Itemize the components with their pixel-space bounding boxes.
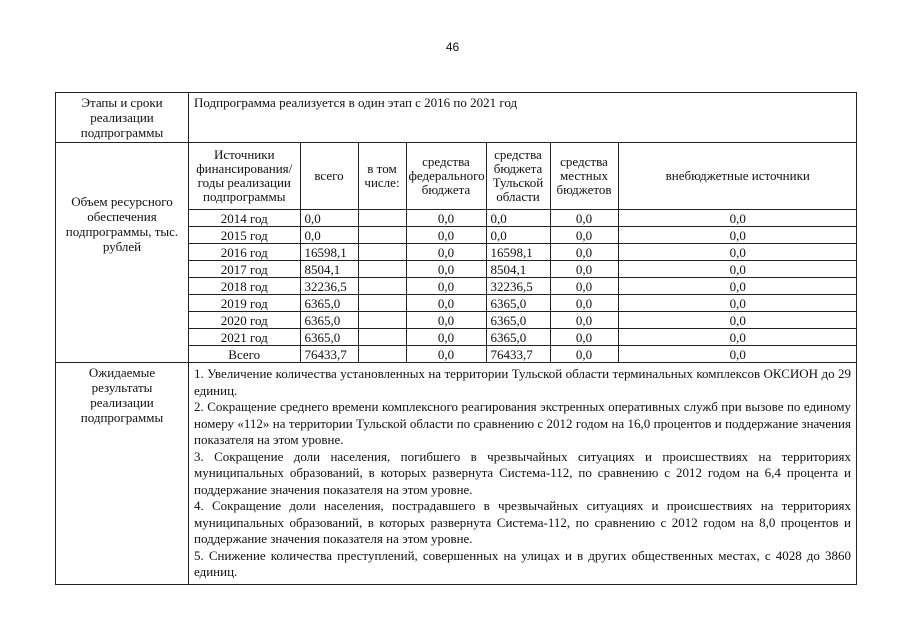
cell-total: 0,0 bbox=[300, 227, 358, 244]
cell-regional: 0,0 bbox=[486, 227, 550, 244]
cell-total: 0,0 bbox=[300, 210, 358, 227]
header-extrabudgetary: внебюджетные источники bbox=[618, 143, 857, 210]
cell-extra: 0,0 bbox=[618, 227, 857, 244]
cell-empty bbox=[358, 244, 406, 261]
stages-row bbox=[56, 93, 857, 143]
result-item-2: 2. Сокращение среднего времени комплексного реагирования экстренных оперативных служб при вызове по единому номеру «112» на территории Тульской области по сравнению с 2012 годом на 16,0 процентов и поддержание значения показателя на этом уровне. bbox=[194, 399, 851, 447]
cell-empty bbox=[358, 210, 406, 227]
result-item-4: 4. Сокращение доли населения, пострадавшего в чрезвычайных ситуациях и происшествиях на территориях муниципальных образований, в которых развернута Система-112, по сравнению с 2012 годом на 8,0 процентов и поддержание значения показателя на этом уровне. bbox=[194, 498, 851, 546]
funding-data-row bbox=[189, 295, 857, 312]
cell-federal: 0,0 bbox=[406, 295, 486, 312]
stages-label: Этапы и сроки реализации подпрограммы bbox=[56, 93, 189, 143]
cell-regional: 0,0 bbox=[486, 210, 550, 227]
cell-total: 6365,0 bbox=[300, 312, 358, 329]
funding-label bbox=[56, 143, 189, 363]
funding-data-row bbox=[189, 278, 857, 295]
header-including: в том числе: bbox=[358, 143, 406, 210]
cell-year: 2017 год bbox=[189, 261, 300, 278]
results-row bbox=[56, 363, 857, 585]
cell-federal: 0,0 bbox=[406, 329, 486, 346]
cell-empty bbox=[358, 346, 406, 363]
page-number: 46 bbox=[445, 40, 460, 54]
cell-regional: 8504,1 bbox=[486, 261, 550, 278]
funding-data-row bbox=[189, 227, 857, 244]
cell-local: 0,0 bbox=[550, 261, 618, 278]
cell-total: 76433,7 bbox=[300, 346, 358, 363]
cell-year: 2021 год bbox=[189, 329, 300, 346]
cell-federal: 0,0 bbox=[406, 244, 486, 261]
cell-year: 2015 год bbox=[189, 227, 300, 244]
cell-local: 0,0 bbox=[550, 227, 618, 244]
result-item-3: 3. Сокращение доли населения, погибшего в чрезвычайных ситуациях и происшествиях на территориях муниципальных образований, в которых развернута Система-112, по сравнению с 2012 годом на 6,4 процента и поддержание значения показателя на этом уровне. bbox=[194, 448, 851, 497]
cell-empty bbox=[358, 227, 406, 244]
cell-federal: 0,0 bbox=[406, 312, 486, 329]
cell-extra: 0,0 bbox=[618, 244, 857, 261]
results-label: Ожидаемые результаты реализации подпрограммы bbox=[56, 363, 189, 585]
header-total: всего bbox=[300, 143, 358, 210]
cell-regional: 6365,0 bbox=[486, 329, 550, 346]
cell-local: 0,0 bbox=[550, 295, 618, 312]
funding-cell bbox=[189, 143, 857, 363]
cell-empty bbox=[358, 295, 406, 312]
cell-local: 0,0 bbox=[550, 329, 618, 346]
cell-extra: 0,0 bbox=[618, 278, 857, 295]
cell-extra: 0,0 bbox=[618, 346, 857, 363]
funding-data-row bbox=[189, 312, 857, 329]
cell-federal: 0,0 bbox=[406, 278, 486, 295]
stages-value: Подпрограмма реализуется в один этап с 2016 по 2021 год bbox=[189, 93, 857, 143]
funding-header-row bbox=[189, 143, 857, 210]
funding-data-row bbox=[189, 244, 857, 261]
cell-federal: 0,0 bbox=[406, 227, 486, 244]
funding-data-row bbox=[189, 261, 857, 278]
cell-extra: 0,0 bbox=[618, 261, 857, 278]
cell-year: 2019 год bbox=[189, 295, 300, 312]
cell-regional: 6365,0 bbox=[486, 295, 550, 312]
cell-year: 2014 год bbox=[189, 210, 300, 227]
cell-local: 0,0 bbox=[550, 244, 618, 261]
result-item-1: 1. Увеличение количества установленных на территории Тульской области терминальных комплексов ОКСИОН до 29 единиц. bbox=[194, 366, 851, 398]
cell-regional: 6365,0 bbox=[486, 312, 550, 329]
funding-label-text: Объем ресурсного обеспечения подпрограммы, тыс. рублей bbox=[65, 193, 179, 254]
cell-total: 16598,1 bbox=[300, 244, 358, 261]
result-item-5: 5. Снижение количества преступлений, совершенных на улицах и в других общественных местах, с 4028 до 3860 единиц. bbox=[194, 547, 851, 579]
cell-total: 6365,0 bbox=[300, 329, 358, 346]
cell-regional: 32236,5 bbox=[486, 278, 550, 295]
cell-empty bbox=[358, 278, 406, 295]
cell-federal: 0,0 bbox=[406, 261, 486, 278]
cell-local: 0,0 bbox=[550, 312, 618, 329]
cell-total: 8504,1 bbox=[300, 261, 358, 278]
cell-empty bbox=[358, 261, 406, 278]
passport-table bbox=[55, 92, 857, 585]
cell-federal: 0,0 bbox=[406, 346, 486, 363]
cell-year: 2018 год bbox=[189, 278, 300, 295]
cell-year: 2020 год bbox=[189, 312, 300, 329]
cell-federal: 0,0 bbox=[406, 210, 486, 227]
cell-extra: 0,0 bbox=[618, 312, 857, 329]
cell-total: 6365,0 bbox=[300, 295, 358, 312]
results-cell bbox=[189, 363, 857, 585]
funding-table bbox=[189, 143, 857, 362]
funding-data-row bbox=[189, 210, 857, 227]
cell-extra: 0,0 bbox=[618, 210, 857, 227]
cell-year: 2016 год bbox=[189, 244, 300, 261]
header-sources: Источники финансирования/ годы реализации подпрограммы bbox=[189, 143, 300, 210]
funding-row bbox=[56, 143, 857, 363]
cell-local: 0,0 bbox=[550, 278, 618, 295]
cell-regional: 16598,1 bbox=[486, 244, 550, 261]
cell-empty bbox=[358, 312, 406, 329]
funding-data-row bbox=[189, 329, 857, 346]
header-local: средства местных бюджетов bbox=[550, 143, 618, 210]
cell-local: 0,0 bbox=[550, 210, 618, 227]
cell-extra: 0,0 bbox=[618, 329, 857, 346]
header-regional: средства бюджета Тульской области bbox=[486, 143, 550, 210]
cell-year: Всего bbox=[189, 346, 300, 363]
cell-local: 0,0 bbox=[550, 346, 618, 363]
cell-empty bbox=[358, 329, 406, 346]
cell-regional: 76433,7 bbox=[486, 346, 550, 363]
cell-extra: 0,0 bbox=[618, 295, 857, 312]
header-federal: средства федерального бюджета bbox=[406, 143, 486, 210]
cell-total: 32236,5 bbox=[300, 278, 358, 295]
funding-data-row bbox=[189, 346, 857, 363]
